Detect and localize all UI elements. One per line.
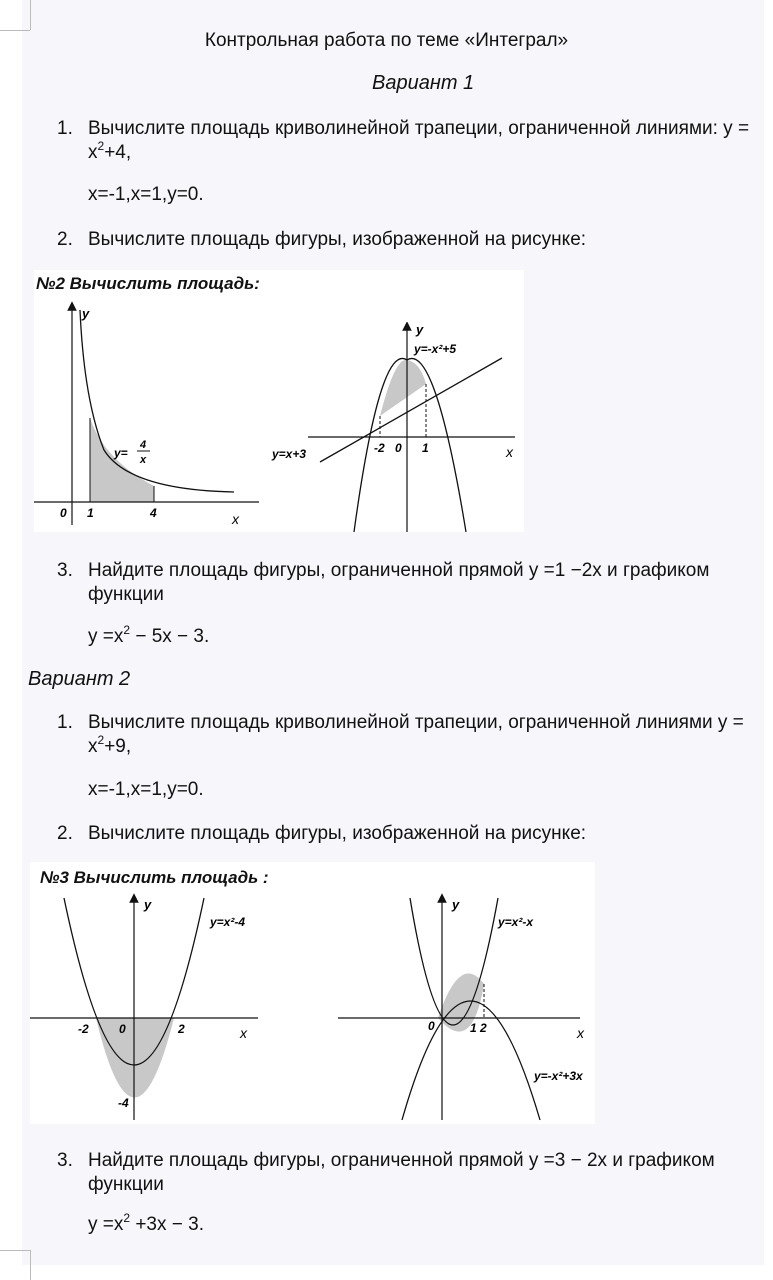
v2-task3-formula: $у =х^2 +3х - 3$. [88,1211,205,1235]
v2-task1-formula: $x^2+9$, [88,733,132,757]
page-corner-mark [30,0,31,30]
v1-task3-formula: $у =х^2 - 5х - 3$. [88,623,210,647]
figure-2-label: №2 Вычислить площадь: [36,274,260,293]
v1-task2-number: 2. [57,229,73,250]
axis-label-y: y [144,897,152,912]
v2-task1-text: Вычислите площадь криволинейной трапеции, ограниченной линиями у = [88,712,744,733]
v1-task3-number: 3. [57,560,73,581]
tick-0: 0 [119,1022,126,1036]
shaded-area [380,360,426,416]
v2-task3-text: Найдите площадь фигуры, ограниченной прямой у =3 − 2х и графиком [88,1150,715,1171]
graph-two-parabolas [330,892,595,1122]
variant1-heading: Вариант 1 [372,72,475,94]
tick-4: 4 [150,506,157,520]
tick-2: 2 [178,1022,185,1036]
v1-task3-text2: функции [88,584,164,605]
variant2-heading: Вариант 2 [28,668,131,690]
tick-0: 0 [395,441,402,455]
v2-task1-number: 1. [57,712,73,733]
v1-task2-text: Вычислите площадь фигуры, изображенной на рисунке: [88,229,587,250]
graph-hyperbola [34,300,264,530]
axis-label-x: x [506,444,513,460]
v1-task1-number: 1. [57,118,73,139]
tick-minus2: -2 [78,1022,89,1036]
v2-task3-text2: функции [88,1174,164,1195]
v1-task1-formula: $x^2+4$, [88,139,132,163]
tick-1: 1 [422,441,429,455]
v1-task1-limits: x=-1,x=1,y=0. [88,184,204,205]
axis-label-x: x [232,511,239,527]
axis-label-y: y [82,306,90,321]
v2-task2-text: Вычислите площадь фигуры, изображенной на рисунке: [88,823,587,844]
func-label-den: x [140,454,147,466]
v2-task2-number: 2. [57,823,73,844]
axis-label-x: x [577,1025,584,1041]
page-corner-mark [0,1250,30,1251]
parabola-label: y=-x²+5 [414,342,457,356]
figure-2 [34,270,524,532]
func-label-1: y=x²-x [498,915,534,929]
figure-3 [30,862,595,1124]
v2-task3-number: 3. [57,1150,73,1171]
axis-label-x: x [240,1025,247,1041]
page-corner-mark [30,1250,31,1280]
v1-task1-text: Вычислите площадь криволинейной трапеции, ограниченной линиями: y = [88,118,750,139]
axis-label-y: y [416,322,424,337]
axis-label-y: y [452,897,460,912]
v2-task1-limits: x=-1,x=1,y=0. [88,779,204,800]
tick-minus2: -2 [374,441,385,455]
func-label: y=x²-4 [210,915,246,929]
func-label-num: 4 [140,439,147,451]
tick-0: 0 [428,1019,435,1033]
tick-0: 0 [60,506,67,520]
tick-1-2: 1 2 [470,1021,487,1035]
graph-parabola-line [270,322,530,532]
func-label-2: y=-x²+3x [534,1069,583,1083]
figure-3-label: №3 Вычислить площадь : [40,868,269,887]
func-label-lhs: y= [114,446,128,460]
document-title: Контрольная работа по теме «Интеграл» [204,30,569,51]
graph-parabola-c [30,892,270,1122]
shaded-area [96,1018,174,1098]
tick-minus4: -4 [118,1096,129,1110]
line-label: y=x+3 [272,447,307,461]
v1-task3-text: Найдите площадь фигуры, ограниченной прямой у =1 −2х и графиком [88,560,710,581]
tick-1: 1 [87,506,94,520]
